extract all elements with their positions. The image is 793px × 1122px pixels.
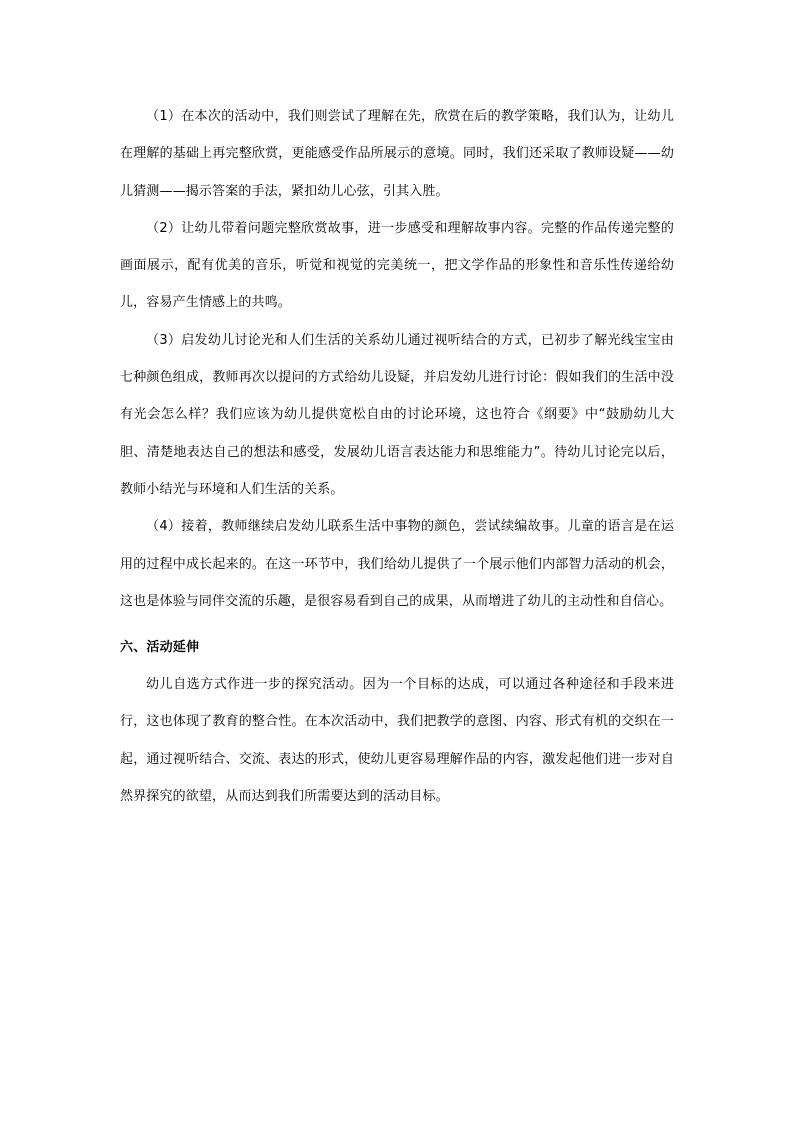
paragraph-3: （3）启发幼儿讨论光和人们生活的关系幼儿通过视听结合的方式，已初步了解光线宝宝由七种颜色组成，教师再次以提问的方式给幼儿设疑，并启发幼儿进行讨论：假如我们的生活中没有光会怎么样？我们应该为幼儿提供宽松自由的讨论环境，这也符合《纲要》中“鼓励幼儿大胆、清楚地表达自己的想法和感受，发展幼儿语言表达能力和思维能力”。待幼儿讨论完以后，教师小结光与环境和人们生活的关系。 bbox=[120, 332, 674, 497]
section-heading-activity-extension: 六、活动延伸 bbox=[120, 640, 200, 656]
section-paragraph: 幼儿自选方式作进一步的探究活动。因为一个目标的达成，可以通过各种途径和手段来进行，这也体现了教育的整合性。在本次活动中，我们把教学的意图、内容、形式有机的交织在一起，通过视听结合、交流、表达的形式，使幼儿更容易理解作品的内容，激发起他们进一步对自然界探究的欲望，从而达到我们所需要达到的活动目标。 bbox=[120, 677, 674, 805]
paragraph-1: （1）在本次的活动中，我们则尝试了理解在先，欣赏在后的教学策略，我们认为，让幼儿在理解的基础上再完整欣赏，更能感受作品所展示的意境。同时，我们还采取了教师设疑——幼儿猜测——揭示答案的手法，紧扣幼儿心弦，引其入胜。 bbox=[120, 109, 674, 199]
paragraph-4: （4）接着，教师继续启发幼儿联系生活中事物的颜色，尝试续编故事。儿童的语言是在运用的过程中成长起来的。在这一环节中，我们给幼儿提供了一个展示他们内部智力活动的机会，这也是体验与同伴交流的乐趣，是很容易看到自己的成果，从而增进了幼儿的主动性和自信心。 bbox=[120, 519, 674, 609]
paragraph-2: （2）让幼儿带着问题完整欣赏故事，进一步感受和理解故事内容。完整的作品传递完整的画面展示，配有优美的音乐，听觉和视觉的完美统一，把文学作品的形象性和音乐性传递给幼儿，容易产生情感上的共鸣。 bbox=[120, 220, 674, 311]
document-body bbox=[120, 98, 674, 815]
